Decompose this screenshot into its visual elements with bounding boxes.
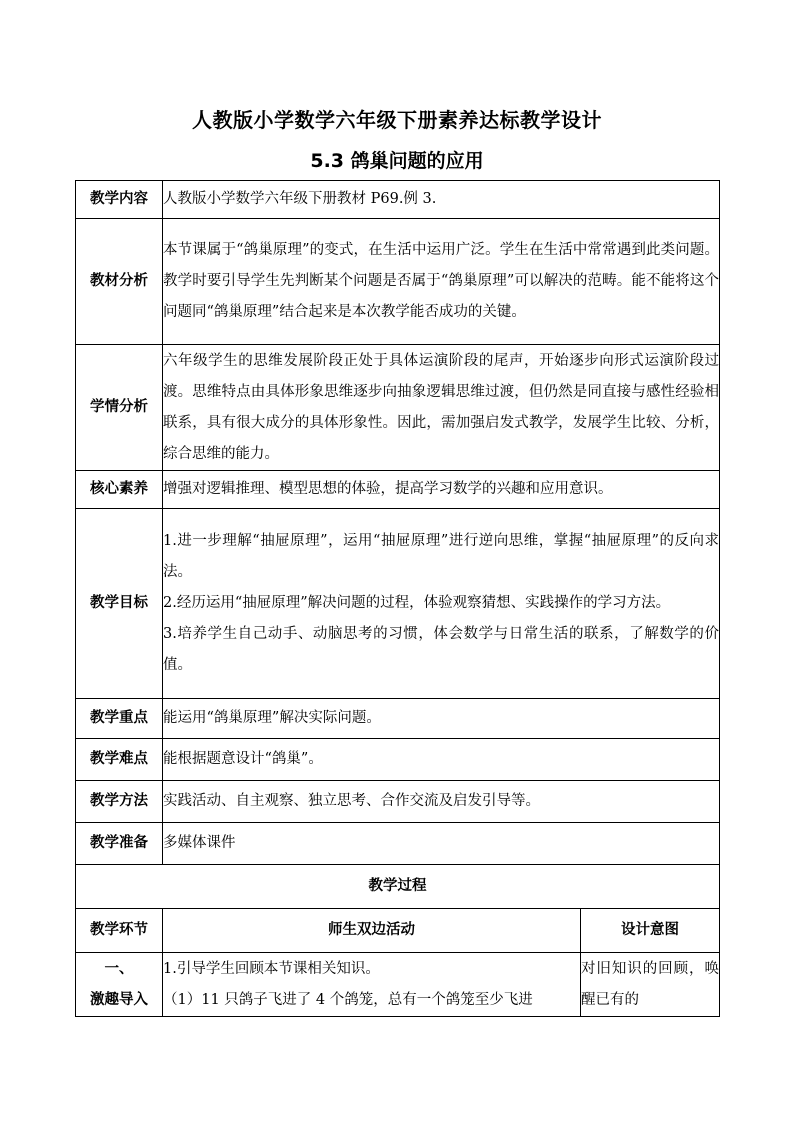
col-header-intent: 设计意图: [581, 909, 720, 953]
value-key-points: 能运用“鸽巢原理”解决实际问题。: [163, 699, 720, 739]
value-material-analysis: 本节课属于“鸽巢原理”的变式，在生活中运用广泛。学生在生活中常常遇到此类问题。教学时要引导学生先判断某个问题是否属于“鸽巢原理”可以解决的范畴。能不能将这个问题同“鸽巢原理”结合起来是本次教学能否成功的关键。: [163, 219, 720, 345]
row-difficulties: [76, 739, 720, 781]
row-teaching-content: [76, 181, 720, 219]
lesson-plan-table: [75, 180, 720, 1017]
value-student-analysis: 六年级学生的思维发展阶段正处于具体运演阶段的尾声，开始逐步向形式运演阶段过渡。思维特点由具体形象思维逐步向抽象逻辑思维过渡，但仍然是同直接与感性经验相联系，具有很大成分的具体形象性。因此，需加强启发式教学，发展学生比较、分析，综合思维的能力。: [163, 345, 720, 471]
row-process-heading: [76, 865, 720, 909]
label-student-analysis: 学情分析: [76, 345, 163, 471]
row-key-points: [76, 699, 720, 739]
stage-1-number: 一、: [104, 960, 134, 977]
process-heading: 教学过程: [76, 865, 720, 909]
label-core-literacy: 核心素养: [76, 471, 163, 509]
row-core-literacy: [76, 471, 720, 509]
value-teaching-methods: 实践活动、自主观察、独立思考、合作交流及启发引导等。: [163, 781, 720, 823]
label-material-analysis: 教材分析: [76, 219, 163, 345]
goal-item: 2.经历运用“抽屉原理”解决问题的过程，体验观察猜想、实践操作的学习方法。: [163, 595, 671, 611]
row-teaching-goals: [76, 509, 720, 699]
goal-item: 1.进一步理解“抽屉原理”，运用“抽屉原理”进行逆向思维，掌握“抽屉原理”的反向求法。: [163, 533, 719, 580]
activity-line: 1.引导学生回顾本节课相关知识。: [163, 960, 380, 977]
document-title: 人教版小学数学六年级下册素养达标教学设计: [192, 108, 602, 132]
value-preparation: 多媒体课件: [163, 823, 720, 865]
value-teaching-content: 人教版小学数学六年级下册教材 P69.例 3.: [163, 181, 720, 219]
lesson-title: 5.3 鸽巢问题的应用: [310, 150, 484, 172]
row-student-analysis: [76, 345, 720, 471]
row-teaching-methods: [76, 781, 720, 823]
value-core-literacy: 增强对逻辑推理、模型思想的体验，提高学习数学的兴趣和应用意识。: [163, 471, 720, 509]
row-preparation: [76, 823, 720, 865]
row-process-columns: [76, 909, 720, 953]
stage-1-name: 激趣导入: [90, 991, 148, 1008]
label-teaching-goals: 教学目标: [76, 509, 163, 699]
label-key-points: 教学重点: [76, 699, 163, 739]
stage-1-intent: 对旧知识的回顾，唤醒已有的: [581, 953, 720, 1017]
goal-item: 3.培养学生自己动手、动脑思考的习惯，体会数学与日常生活的联系，了解数学的价值。: [163, 626, 719, 673]
stage-1-activity: [163, 953, 581, 1017]
col-header-activity: 师生双边活动: [163, 909, 581, 953]
col-header-stage: 教学环节: [76, 909, 163, 953]
row-stage-1: [76, 953, 720, 1017]
row-material-analysis: [76, 219, 720, 345]
stage-1-label: [76, 953, 163, 1017]
label-teaching-content: 教学内容: [76, 181, 163, 219]
label-preparation: 教学准备: [76, 823, 163, 865]
label-teaching-methods: 教学方法: [76, 781, 163, 823]
value-difficulties: 能根据题意设计“鸽巢”。: [163, 739, 720, 781]
activity-line: （1）11 只鸽子飞进了 4 个鸽笼，总有一个鸽笼至少飞进: [163, 991, 533, 1008]
label-difficulties: 教学难点: [76, 739, 163, 781]
value-teaching-goals: [163, 509, 720, 699]
